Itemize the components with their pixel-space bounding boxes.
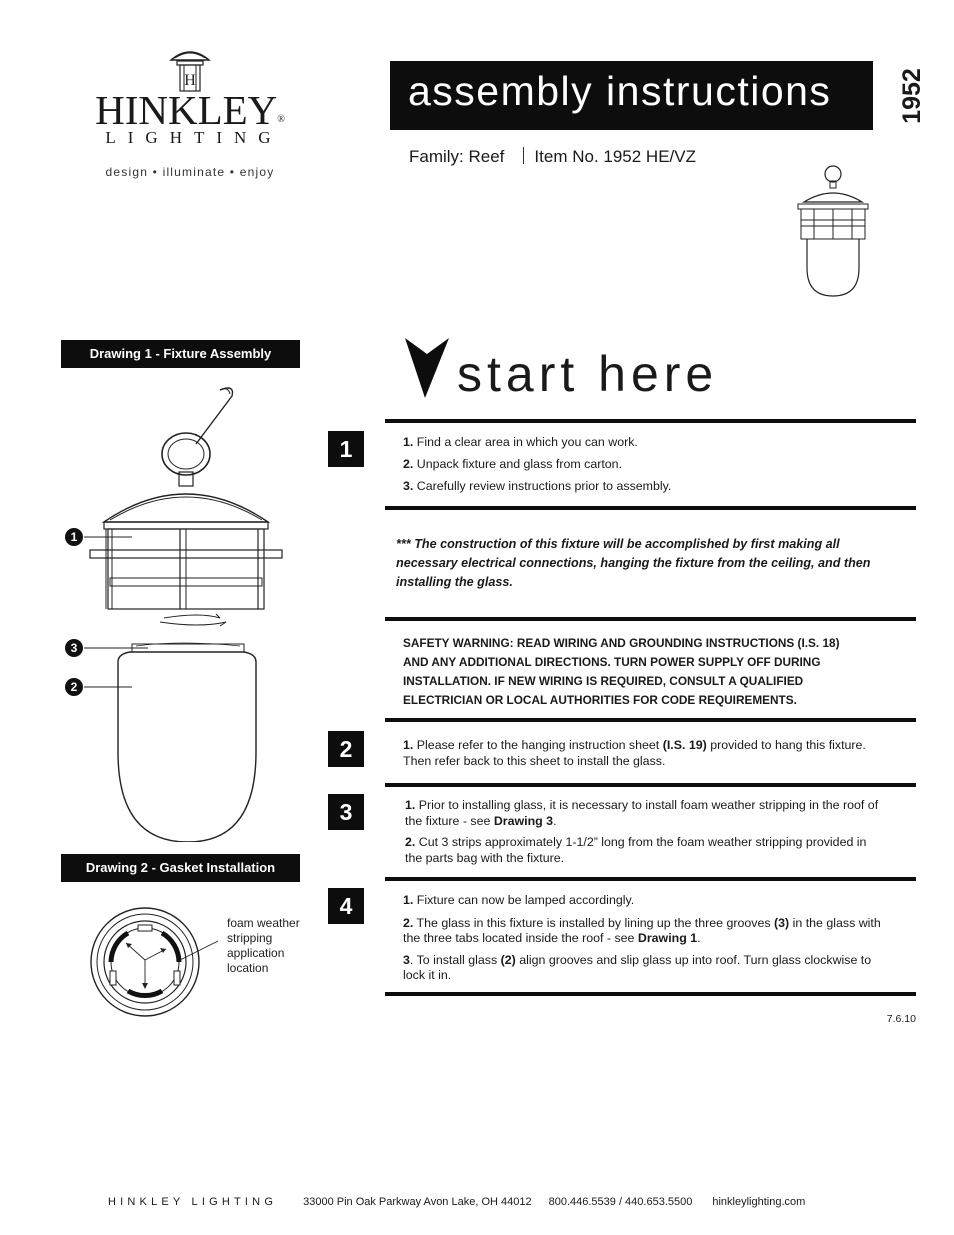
step-4-text-end: . <box>697 931 701 945</box>
step-2-text-a: Please refer to the hanging instruction sheet <box>413 738 663 752</box>
section-rule <box>385 506 916 510</box>
step-3-text <box>405 798 917 866</box>
step-4-item-num: 2. <box>403 915 414 930</box>
fixture-assembly-drawing <box>60 382 320 842</box>
warning-line: AND ANY ADDITIONAL DIRECTIONS. TURN POWER SUPPLY OFF DURING <box>403 655 821 669</box>
step-3-text-d: the parts bag with the fixture. <box>405 850 565 865</box>
step-4-text-a: Fixture can now be lamped accordingly. <box>413 893 635 907</box>
step-4-text-e: . To install glass <box>409 952 501 967</box>
step-number-2: 2 <box>328 731 364 767</box>
section-rule <box>385 718 916 722</box>
step-3-text-c: Cut 3 strips approximately 1-1/2” long from the foam weather stripping provided in <box>415 835 867 849</box>
step-4-text <box>403 893 917 984</box>
step-number-4: 4 <box>328 888 364 924</box>
step-1-text <box>403 435 913 495</box>
drawing-1-label: Drawing 1 - Fixture Assembly <box>61 340 300 368</box>
footer-brand: HINKLEY LIGHTING <box>108 1196 278 1208</box>
step-3-item-num: 1. <box>405 798 416 812</box>
foam-label-line: application <box>227 946 285 960</box>
step-3-item-num: 2. <box>405 835 416 849</box>
step-4-text-c: in the glass with <box>789 915 881 930</box>
step-1-item-num: 3. <box>403 479 414 493</box>
drawing-3-reference: Drawing 3 <box>493 813 554 828</box>
item-number: Item No. 1952 HE/VZ <box>534 147 696 166</box>
family-item-line <box>409 147 696 167</box>
step-3-text-a: Prior to installing glass, it is necessary to install foam weather stripping in the roof of <box>415 798 879 812</box>
hinkley-wordmark <box>74 86 306 134</box>
step-2-item-num: 1. <box>403 738 414 752</box>
callout-3: 3 <box>70 641 78 655</box>
start-arrow-icon <box>403 336 451 400</box>
step-1-item-text: Unpack fixture and glass from carton. <box>413 457 623 471</box>
step-4-text-f: align grooves and slip glass up into roof. Turn glass clockwise to <box>515 952 872 967</box>
safety-warning <box>403 634 913 710</box>
section-rule <box>385 617 916 621</box>
warning-line: SAFETY WARNING: READ WIRING AND GROUNDING INSTRUCTIONS (I.S. 18) <box>403 636 840 650</box>
is-19-reference: (I.S. 19) <box>662 738 707 752</box>
note-line: *** The construction of this fixture will be accomplished by first making all <box>396 537 840 551</box>
logo-lighting-text: LIGHTING <box>105 128 283 147</box>
logo-registered-mark: ® <box>277 114 285 125</box>
page-title: assembly instructions <box>408 68 832 114</box>
family-name: Family: Reef <box>409 147 505 166</box>
drawing-2-label: Drawing 2 - Gasket Installation <box>61 854 300 882</box>
step-3-text-b: the fixture - see <box>405 813 494 828</box>
foam-weather-stripping-label <box>227 916 319 976</box>
drawing-1-reference: Drawing 1 <box>637 931 698 945</box>
step-1-item-text: Carefully review instructions prior to assembly. <box>413 479 672 493</box>
note-line: necessary electrical connections, hanging the fixture from the ceiling, and then <box>396 556 871 570</box>
step-1-item-text: Find a clear area in which you can work. <box>413 435 638 449</box>
revision-date: 7.6.10 <box>886 1013 916 1025</box>
foam-label-line: foam weather <box>227 916 300 930</box>
step-4-text-d: the three tabs located inside the roof - see <box>403 931 638 945</box>
step-4-text-g: lock it in. <box>403 968 452 982</box>
callout-2: 2 <box>70 680 78 694</box>
glass-reference: (2) <box>500 952 516 967</box>
svg-text:H: H <box>184 72 196 89</box>
foam-label-line: stripping <box>227 931 273 945</box>
product-illustration <box>790 160 870 300</box>
step-number-1: 1 <box>328 431 364 467</box>
callout-1: 1 <box>70 530 78 544</box>
start-here-heading: start here <box>457 346 719 402</box>
step-1-item-num: 2. <box>403 457 414 471</box>
section-rule <box>385 992 916 996</box>
foam-label-line: location <box>227 961 269 975</box>
step-2-text-c: Then refer back to this sheet to install the glass. <box>403 753 666 768</box>
step-2-text-b: provided to hang this fixture. <box>706 738 866 752</box>
item-number-vertical: 1952 <box>898 68 926 124</box>
step-4-item-num: 1. <box>403 893 414 907</box>
section-rule <box>385 419 916 423</box>
warning-line: ELECTRICIAN OR LOCAL AUTHORITIES FOR CODE REQUIREMENTS. <box>403 693 797 707</box>
grooves-reference: (3) <box>774 915 790 930</box>
footer-phone: 800.446.5539 / 440.653.5500 <box>548 1196 693 1208</box>
step-1-item-num: 1. <box>403 435 414 449</box>
section-rule <box>385 877 916 881</box>
section-rule <box>385 783 916 787</box>
warning-line: INSTALLATION. IF NEW WIRING IS REQUIRED, CONSULT A QUALIFIED <box>403 674 804 688</box>
note-line: installing the glass. <box>396 575 513 589</box>
construction-note <box>396 535 911 592</box>
gasket-installation-drawing <box>88 905 218 1020</box>
step-4-item-num: 3 <box>403 952 410 967</box>
logo-tagline: design • illuminate • enjoy <box>105 165 275 179</box>
step-4-text-b: The glass in this fixture is installed by lining up the three grooves <box>413 915 775 930</box>
step-3-text-end: . <box>553 813 557 828</box>
family-item-divider <box>523 147 524 164</box>
step-2-text <box>403 738 915 769</box>
logo-name-text: HINKLEY <box>95 87 278 133</box>
footer-address: 33000 Pin Oak Parkway Avon Lake, OH 44012 <box>303 1196 532 1208</box>
step-number-3: 3 <box>328 794 364 830</box>
footer <box>108 1196 805 1208</box>
footer-website[interactable]: hinkleylighting.com <box>712 1196 806 1208</box>
